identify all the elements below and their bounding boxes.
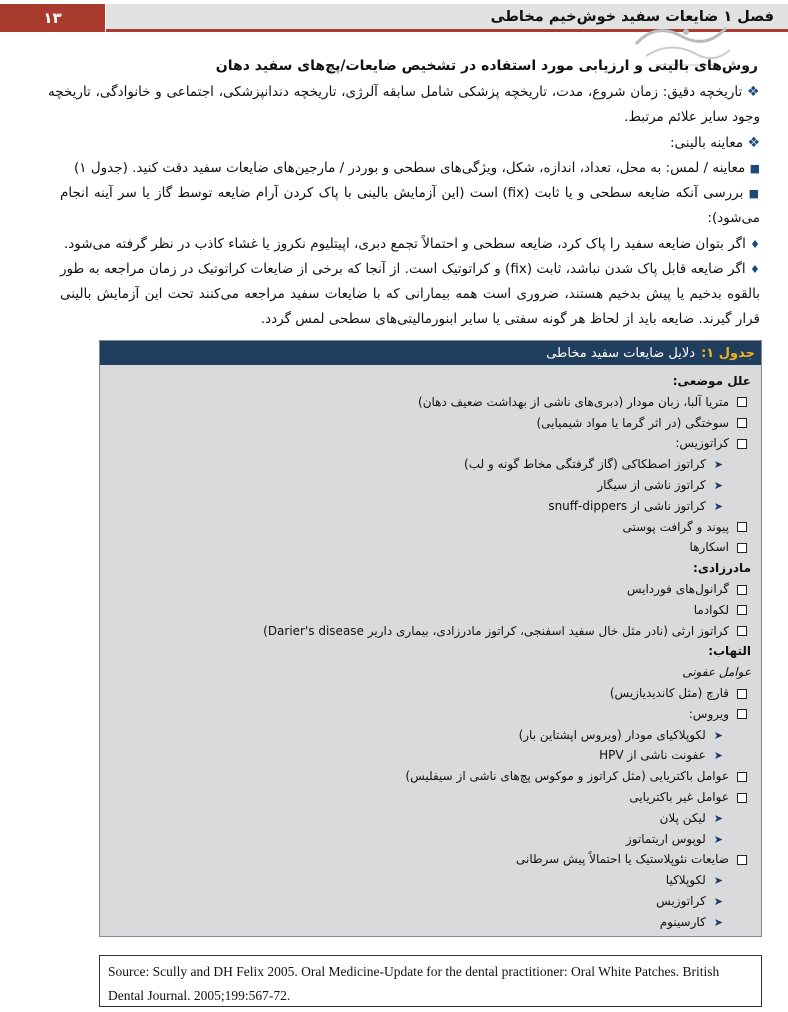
diamond-bullet-icon: ❖ [747, 84, 760, 100]
checkbox-square-icon [737, 605, 747, 615]
table-row [263, 621, 747, 641]
table-sub-row [660, 808, 723, 829]
exam-item [60, 181, 760, 231]
table-row [418, 392, 747, 412]
diamond-small-bullet-icon: ♦ [750, 238, 760, 251]
table-sub-row-text: کراتوز ناشی از snuff-dippers [548, 498, 706, 513]
table-row [629, 787, 747, 807]
table-row-text: عوامل باکتریایی (مثل کراتوز و موکوس پچ‌های ناشی از سیفلیس) [405, 769, 729, 784]
table-sub-row [464, 454, 723, 475]
exam-title [48, 131, 760, 156]
checkbox-square-icon [737, 855, 747, 865]
checkbox-square-icon [737, 397, 747, 407]
table-group-header-text: علل موضعی: [672, 374, 751, 388]
table-row [623, 517, 747, 537]
checkbox-square-icon [737, 772, 747, 782]
arrow-bullet-icon: ➤ [713, 832, 723, 846]
table-sub-row [599, 745, 723, 766]
exam-sub-item [60, 257, 760, 332]
table-sub-row-text: کراتوز اصطکاکی (گاز گرفتگی مخاط گونه و لب) [464, 457, 706, 472]
table-row-text: اسکارها [689, 540, 729, 555]
checkbox-square-icon [737, 543, 747, 553]
table-sub-row [626, 829, 723, 850]
table-sub-row [548, 496, 723, 517]
square-bullet-icon: ■ [749, 162, 760, 175]
table-row-text: متریا آلبا، زبان مودار (دبری‌های ناشی از بهداشت ضعیف دهان) [418, 394, 729, 409]
causes-table [99, 340, 762, 937]
table-row-text: گرانول‌های فوردایس [626, 582, 729, 596]
table-group-header [693, 558, 751, 578]
checkbox-square-icon [737, 585, 747, 595]
checkbox-square-icon [737, 522, 747, 532]
table-subgroup-label [682, 662, 751, 682]
checkbox-square-icon [737, 418, 747, 428]
table-sub-row-text: کراتوزیس [656, 894, 706, 908]
source-citation: Source: Scully and DH Felix 2005. Oral Medicine-Update for the dental practitioner: Oral White Patches. British Dental Journal. 2005;199:567-72. [99, 955, 762, 1007]
table-row [675, 433, 747, 453]
arrow-bullet-icon: ➤ [713, 458, 723, 472]
table-row [627, 579, 747, 599]
table-sub-row-text: عفونت ناشی از HPV [599, 748, 706, 763]
arrow-bullet-icon: ➤ [713, 728, 723, 742]
table-sub-row-text: کارسینوم [659, 914, 706, 929]
table-group-header [673, 371, 751, 391]
table-group-header-text: مادرزادی: [693, 561, 751, 576]
exam-item-text: بررسی آنکه ضایعه سطحی و یا ثابت (fix) است (این آزمایش بالینی با پاک کردن آرام ضایعه توسط گاز یا سر آینه انجام می‌شود): [60, 185, 760, 226]
exam-item [60, 156, 760, 181]
checkbox-square-icon [737, 709, 747, 719]
table-sub-row [656, 891, 723, 912]
exam-sub-item-text: اگر ضایعه قابل پاک شدن نباشد، ثابت (fix) و کراتوتیک است. از آنجا که برخی از ضایعات کراتوتیک در زمان مراجعه به طور بالقوه بدخیم یا پیش بدخیم هستند، ضروری است همه بیمارانی که با ضایعات سفید مراجعه می‌کنند تحت این آزمایش بالینی قرار گیرند. ضایعه باید از لحاظ هر گونه سفتی یا سایر ابنورمالیتی‌های سطحی لمس گردد. [60, 261, 760, 327]
table-row-text: کراتوزیس: [675, 436, 729, 451]
table-sub-row [660, 912, 723, 933]
arrow-bullet-icon: ➤ [713, 811, 723, 825]
table-row [516, 849, 747, 869]
table-row-text: قارچ (مثل کاندیدیازیس) [609, 686, 729, 700]
exam-item-text: معاینه / لمس: به محل، تعداد، اندازه، شکل، ویژگی‌های سطحی و بوردر / مارجین‌های ضایعات سفید دقت کنید. (جدول ۱) [73, 160, 746, 176]
checkbox-square-icon [737, 793, 747, 803]
page-number: ۱۳ [0, 4, 105, 32]
table-row [694, 600, 747, 620]
table-header [100, 341, 761, 365]
table-row-text: ضایعات نئوپلاستیک یا احتمالاً پیش سرطانی [516, 852, 729, 867]
table-sub-row [666, 870, 723, 891]
checkbox-square-icon [737, 626, 747, 636]
table-row-text: لکوادما [693, 602, 729, 617]
table-group-header-text: التهاب: [708, 644, 751, 659]
arrow-bullet-icon: ➤ [713, 479, 723, 492]
table-row-text: ویروس: [688, 706, 729, 721]
history-text: تاریخچه دقیق: زمان شروع، مدت، تاریخچه پزشکی شامل سابقه آلرژی، تاریخچه دندانپزشکی، اجتماعی و خانوادگی، تاریخچه وجود سایر علائم مرتبط. [48, 84, 760, 125]
table-sub-row [597, 475, 723, 496]
arrow-bullet-icon: ➤ [713, 895, 723, 908]
table-row-text: سوختگی (در اثر گرما یا مواد شیمیایی) [536, 415, 729, 430]
square-bullet-icon: ■ [748, 187, 760, 200]
diamond-small-bullet-icon: ♦ [750, 263, 760, 276]
section-title: روش‌های بالینی و ارزیابی مورد استفاده در تشخیص ضایعات/پچ‌های سفید دهان [215, 58, 758, 74]
table-row [690, 537, 747, 557]
table-subgroup-text: عوامل عفونی [682, 665, 751, 680]
table-label: جدول ۱: [701, 345, 755, 361]
arrow-bullet-icon: ➤ [713, 749, 723, 763]
table-title: دلایل ضایعات سفید مخاطی [546, 345, 696, 361]
table-row [536, 413, 747, 433]
checkbox-square-icon [737, 689, 747, 699]
table-row-text: کراتوز ارثی (نادر مثل خال سفید اسفنجی، کراتوز مادرزادی، بیماری داریر Darier's disease) [263, 623, 729, 638]
table-row-text: پیوند و گرافت پوستی [622, 519, 729, 534]
table-row-text: عوامل غیر باکتریایی [629, 790, 729, 804]
exam-sub-item-text: اگر بتوان ضایعه سفید را پاک کرد، ضایعه سطحی و احتمالاً تجمع دبری، اپیتلیوم نکروز یا غشاء کاذب در نظر گرفته می‌شود. [63, 236, 746, 252]
arrow-bullet-icon: ➤ [713, 915, 723, 929]
table-row [689, 704, 747, 724]
table-sub-row-text: کراتوز ناشی از سیگار [597, 478, 706, 492]
table-sub-row-text: لیکن پلان [659, 810, 706, 825]
arrow-bullet-icon: ➤ [713, 499, 723, 513]
table-sub-row-text: لوپوس اریتماتوز [625, 831, 706, 846]
history-bullet [48, 80, 760, 130]
table-sub-row-text: لکوپلاکیای مودار (ویروس اپشتاین بار) [518, 727, 706, 742]
table-row [610, 683, 747, 703]
table-sub-row-text: لکوپلاکیا [665, 873, 706, 888]
table-row [405, 766, 747, 786]
table-group-header [708, 641, 751, 661]
chapter-title: فصل ۱ ضایعات سفید خوش‌خیم مخاطی [490, 8, 774, 25]
checkbox-square-icon [737, 439, 747, 449]
diamond-bullet-icon: ❖ [747, 135, 760, 151]
exam-sub-item [60, 232, 760, 257]
table-sub-row [519, 725, 723, 746]
arrow-bullet-icon: ➤ [713, 874, 723, 888]
exam-title-text: معاینه بالینی: [669, 135, 744, 151]
